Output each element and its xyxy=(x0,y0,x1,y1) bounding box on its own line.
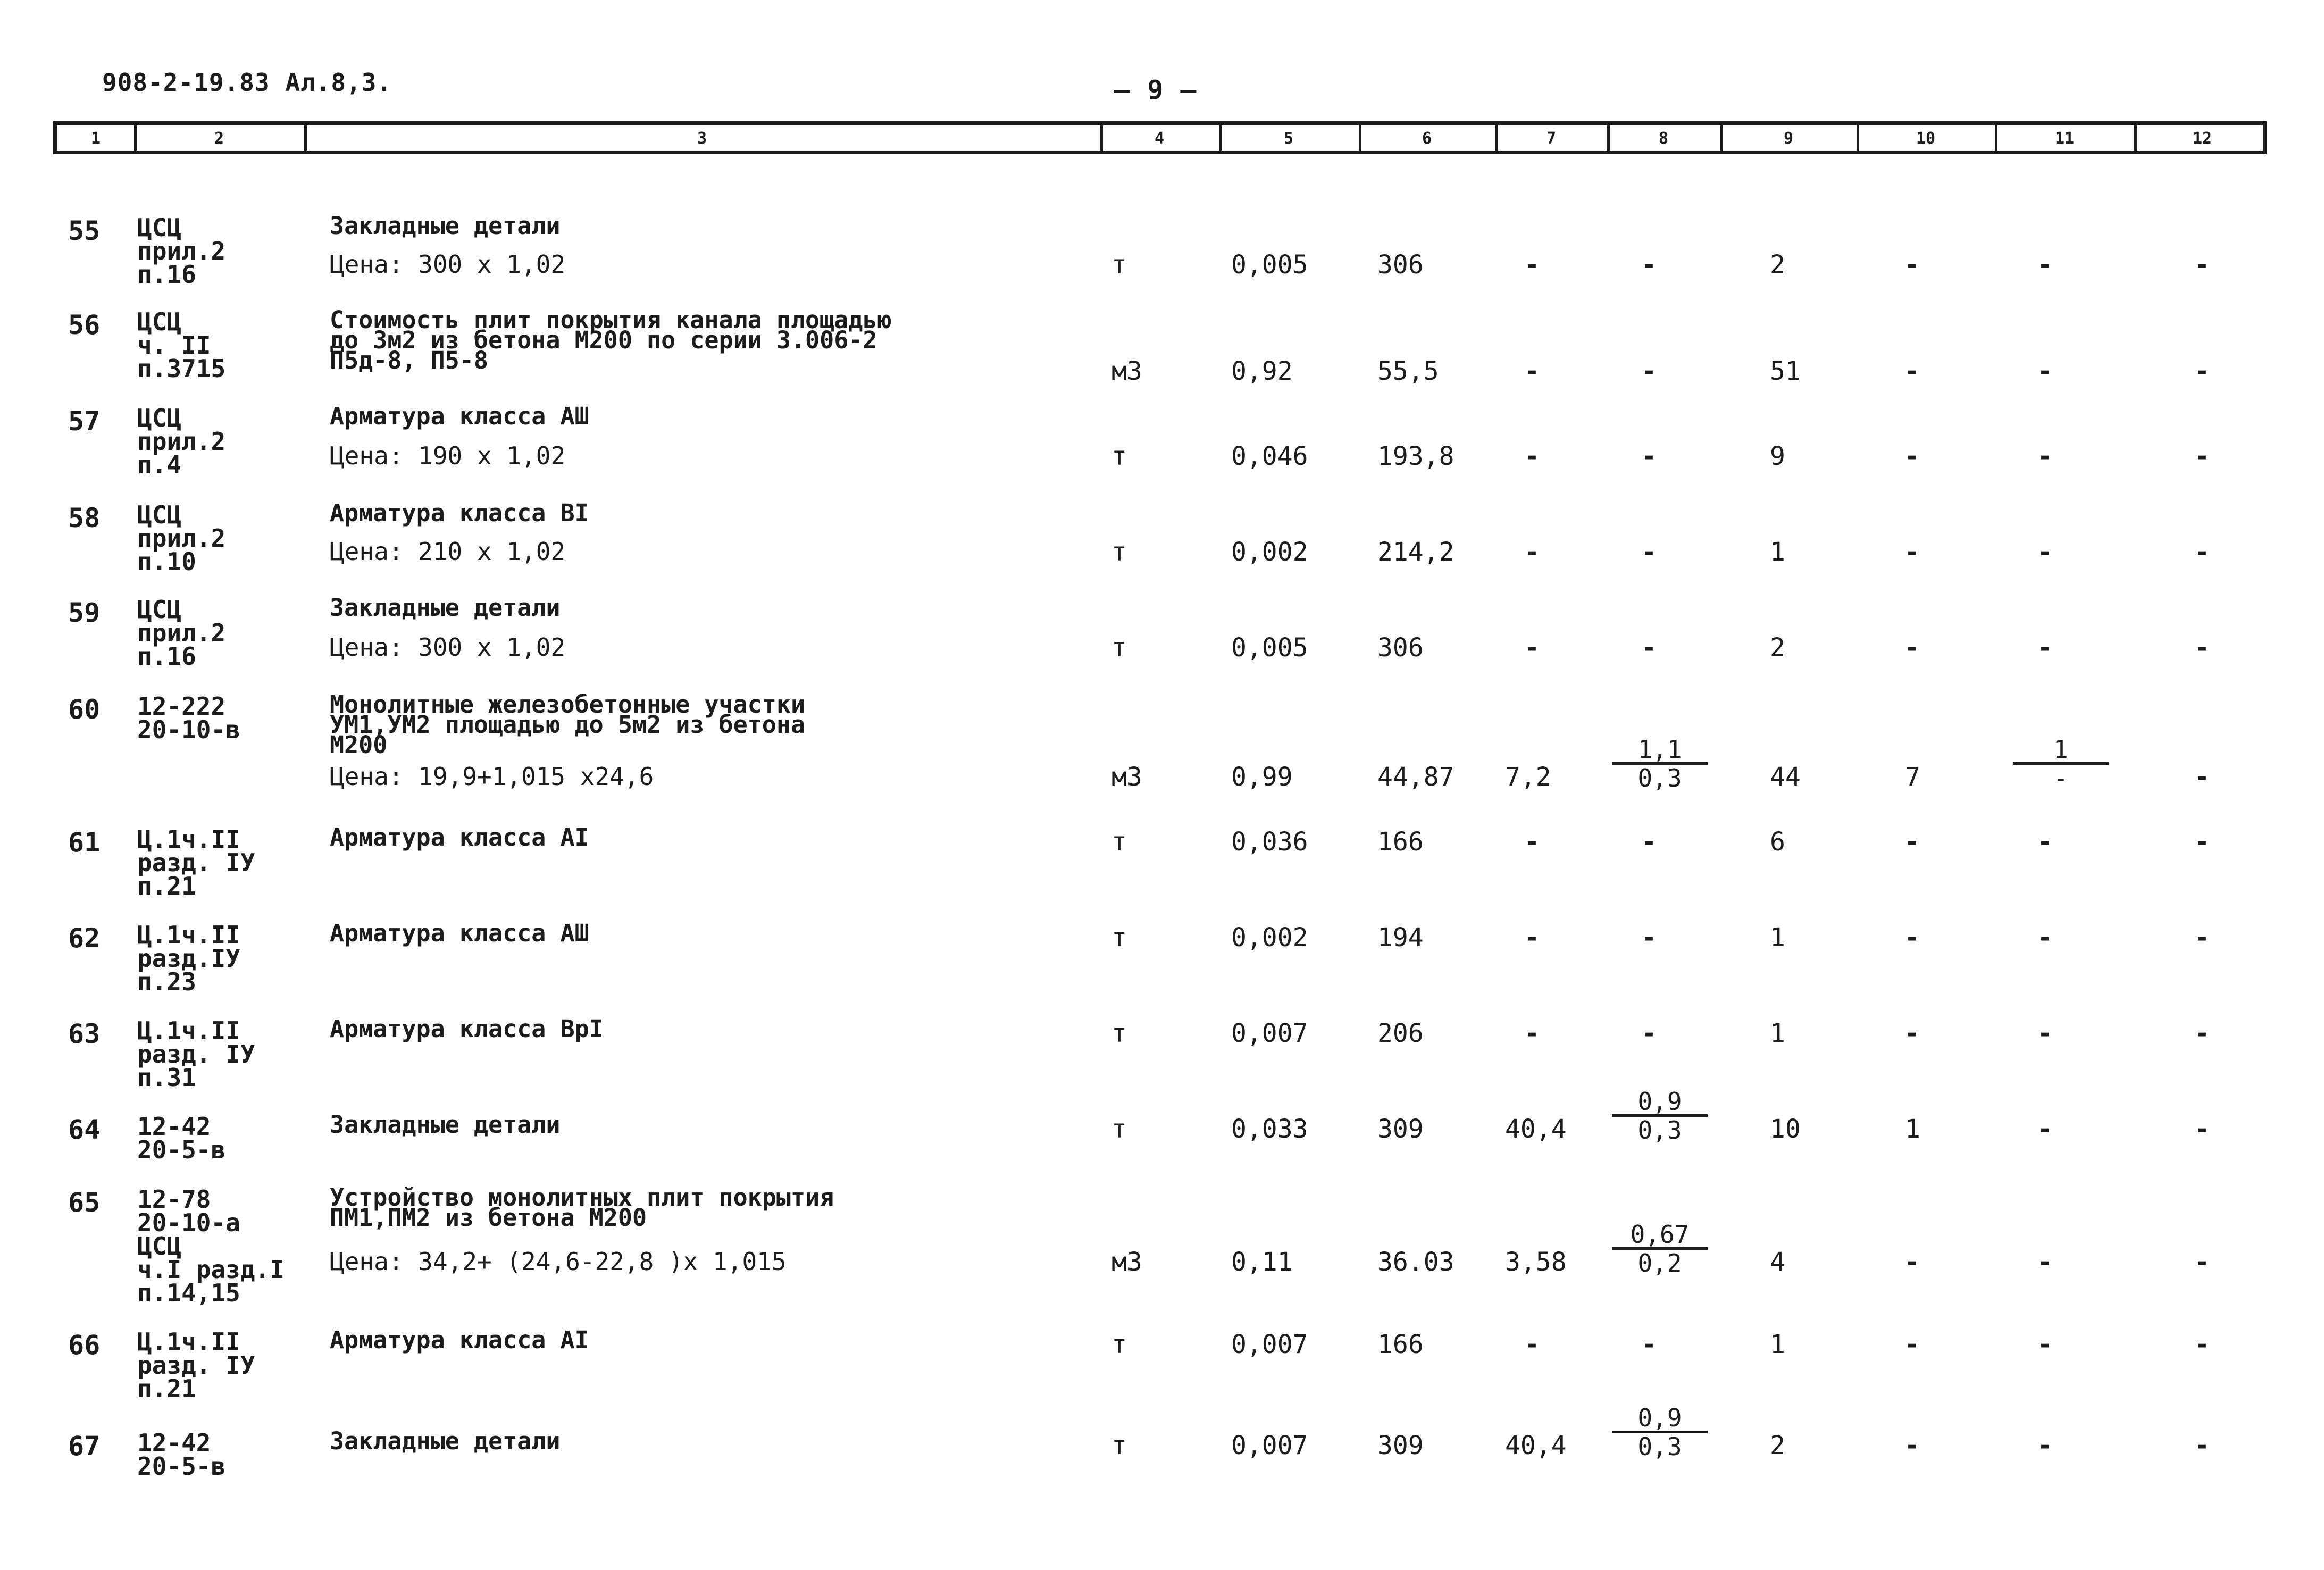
value-cell-col9: 9 xyxy=(1770,441,1785,471)
norm-reference: 12-78 xyxy=(137,1185,211,1214)
unit-cell: т xyxy=(1111,1330,1127,1359)
dash-cell: - xyxy=(1641,633,1657,663)
norm-reference: ЦСЦ xyxy=(137,1232,182,1260)
work-description: ПМ1,ПМ2 из бетона М200 xyxy=(330,1204,647,1232)
work-description: Арматура класса BpI xyxy=(330,1015,604,1043)
dash-cell: - xyxy=(2037,827,2053,857)
unit-cell: т xyxy=(1111,1018,1127,1048)
norm-reference: ч. II xyxy=(137,331,211,360)
dash-cell: - xyxy=(1904,923,1920,953)
dash-cell: - xyxy=(1524,827,1540,857)
dash-cell: - xyxy=(2037,1330,2053,1359)
norm-reference: п.16 xyxy=(137,642,196,671)
fraction-denominator: - xyxy=(2053,764,2068,792)
column-number: 1 xyxy=(90,129,101,148)
norm-reference: 12-42 xyxy=(137,1429,211,1457)
fraction-denominator: 0,3 xyxy=(1637,1432,1682,1461)
column-number: 3 xyxy=(697,129,707,148)
unit-cell: м3 xyxy=(1111,762,1142,792)
column-divider xyxy=(1995,125,1997,151)
dash-cell: - xyxy=(1904,1018,1920,1048)
fraction-value xyxy=(1612,737,1708,791)
fraction-numerator: 0,67 xyxy=(1612,1222,1708,1250)
value-cell-col5: 0,007 xyxy=(1231,1431,1308,1460)
work-description: Закладные детали xyxy=(330,212,561,240)
value-cell-col5: 0,005 xyxy=(1231,633,1308,663)
value-cell-col9: 1 xyxy=(1770,537,1785,567)
page-number: — 9 — xyxy=(1114,74,1197,105)
fraction-denominator: 0,3 xyxy=(1637,1116,1682,1145)
column-header-bar xyxy=(53,121,2267,154)
dash-cell: - xyxy=(1641,827,1657,857)
dash-cell: - xyxy=(2037,1431,2053,1460)
norm-reference: Ц.1ч.II xyxy=(137,1327,240,1356)
dash-cell: - xyxy=(1641,250,1657,280)
dash-cell: - xyxy=(1641,537,1657,567)
dash-cell: - xyxy=(1641,1330,1657,1359)
unit-cell: м3 xyxy=(1111,1247,1142,1277)
price-formula: Цена: 300 x 1,02 xyxy=(330,633,566,662)
row-number: 60 xyxy=(68,694,101,725)
dash-cell: - xyxy=(2194,633,2210,663)
work-description: Закладные детали xyxy=(330,1110,561,1139)
row-number: 58 xyxy=(68,503,101,533)
value-cell-col9: 44 xyxy=(1770,762,1801,792)
dash-cell: - xyxy=(1904,1431,1920,1460)
value-cell-col9: 1 xyxy=(1770,923,1785,953)
norm-reference: разд.IУ xyxy=(137,944,240,973)
work-description: Арматура класса BI xyxy=(330,499,589,527)
column-divider xyxy=(1495,125,1498,151)
value-cell-col9: 10 xyxy=(1770,1114,1801,1144)
dash-cell: - xyxy=(2037,441,2053,471)
dash-cell: - xyxy=(2037,633,2053,663)
price-formula: Цена: 210 x 1,02 xyxy=(330,537,566,566)
price-formula: Цена: 190 x 1,02 xyxy=(330,441,566,470)
dash-cell: - xyxy=(2194,1247,2210,1277)
dash-cell: - xyxy=(1904,633,1920,663)
dash-cell: - xyxy=(2037,1114,2053,1144)
dash-cell: - xyxy=(1904,441,1920,471)
fraction-numerator: 1,1 xyxy=(1612,737,1708,765)
dash-cell: - xyxy=(1641,1018,1657,1048)
work-description: Стоимость плит покрытия канала площадью xyxy=(330,306,892,334)
norm-reference: 20-5-в xyxy=(137,1452,226,1481)
norm-reference: Ц.1ч.II xyxy=(137,1016,240,1045)
norm-reference: п.14,15 xyxy=(137,1279,240,1307)
value-cell-col6: 214,2 xyxy=(1377,537,1454,567)
value-cell-col6: 194 xyxy=(1377,923,1424,953)
work-description: Устройство монолитных плит покрытия xyxy=(330,1183,834,1212)
fraction-value xyxy=(2013,737,2109,791)
fraction-numerator: 0,9 xyxy=(1612,1405,1708,1433)
unit-cell: т xyxy=(1111,923,1127,953)
unit-cell: т xyxy=(1111,1431,1127,1460)
value-cell-col6: 306 xyxy=(1377,250,1424,280)
unit-cell: т xyxy=(1111,1114,1127,1144)
dash-cell: - xyxy=(1641,441,1657,471)
row-number: 57 xyxy=(68,406,101,437)
value-cell-col5: 0,046 xyxy=(1231,441,1308,471)
norm-reference: 20-10-в xyxy=(137,715,240,744)
work-description: Арматура класса AI xyxy=(330,823,589,851)
value-cell-col5: 0,11 xyxy=(1231,1247,1293,1277)
column-number: 11 xyxy=(2054,129,2075,148)
norm-reference: 12-42 xyxy=(137,1112,211,1141)
value-cell-col9: 4 xyxy=(1770,1247,1785,1277)
column-number: 5 xyxy=(1283,129,1294,148)
norm-reference: п.4 xyxy=(137,450,182,479)
dash-cell: - xyxy=(2194,537,2210,567)
work-description: УМ1,УМ2 площадью до 5м2 из бетона xyxy=(330,711,806,739)
column-divider xyxy=(1607,125,1610,151)
unit-cell: м3 xyxy=(1111,356,1142,386)
row-number: 56 xyxy=(68,310,101,340)
work-description: до 3м2 из бетона М200 по серии 3.006-2 xyxy=(330,326,877,354)
dash-cell: - xyxy=(2037,250,2053,280)
column-number: 4 xyxy=(1154,129,1165,148)
value-cell-col6: 206 xyxy=(1377,1018,1424,1048)
value-cell-col6: 36.03 xyxy=(1377,1247,1454,1277)
norm-reference: ЦСЦ xyxy=(137,213,182,242)
norm-reference: 20-10-а xyxy=(137,1208,240,1237)
column-number: 6 xyxy=(1422,129,1432,148)
norm-reference: Ц.1ч.II xyxy=(137,921,240,949)
dash-cell: - xyxy=(2194,250,2210,280)
dash-cell: - xyxy=(1904,827,1920,857)
unit-cell: т xyxy=(1111,633,1127,663)
dash-cell: - xyxy=(1904,537,1920,567)
norm-reference: 12-222 xyxy=(137,692,226,721)
value-cell-col5: 0,99 xyxy=(1231,762,1293,792)
dash-cell: - xyxy=(2194,1114,2210,1144)
unit-cell: т xyxy=(1111,827,1127,857)
norm-reference: прил.2 xyxy=(137,619,226,647)
dash-cell: - xyxy=(1524,1018,1540,1048)
column-divider xyxy=(134,125,137,151)
column-divider xyxy=(1100,125,1103,151)
value-cell-col9: 2 xyxy=(1770,633,1785,663)
norm-reference: ЦСЦ xyxy=(137,404,182,432)
work-description: П5д-8, П5-8 xyxy=(330,346,489,374)
norm-reference: разд. IУ xyxy=(137,848,255,877)
dash-cell: - xyxy=(2194,827,2210,857)
value-cell-col10: 7 xyxy=(1905,762,1920,792)
document-code: 908-2-19.83 Ал.8,3. xyxy=(102,68,392,97)
dash-cell: - xyxy=(2037,537,2053,567)
work-description: Закладные детали xyxy=(330,1427,561,1455)
value-cell-col6: 309 xyxy=(1377,1114,1424,1144)
work-description: Арматура класса AI xyxy=(330,1326,589,1354)
work-description: Арматура класса АШ xyxy=(330,402,589,430)
dash-cell: - xyxy=(2194,356,2210,386)
column-divider xyxy=(1720,125,1723,151)
value-cell-col5: 0,005 xyxy=(1231,250,1308,280)
dash-cell: - xyxy=(1524,923,1540,953)
dash-cell: - xyxy=(1641,923,1657,953)
dash-cell: - xyxy=(2037,1247,2053,1277)
value-cell-col9: 1 xyxy=(1770,1330,1785,1359)
value-cell-col9: 2 xyxy=(1770,250,1785,280)
value-cell-col7: 40,4 xyxy=(1505,1114,1567,1144)
norm-reference: п.16 xyxy=(137,260,196,289)
value-cell-col5: 0,92 xyxy=(1231,356,1293,386)
dash-cell: - xyxy=(2194,1018,2210,1048)
value-cell-col7: 3,58 xyxy=(1505,1247,1567,1277)
row-number: 65 xyxy=(68,1187,101,1218)
norm-reference: ЦСЦ xyxy=(137,307,182,336)
dash-cell: - xyxy=(2194,441,2210,471)
price-formula: Цена: 19,9+1,015 x24,6 xyxy=(330,762,654,791)
dash-cell: - xyxy=(1524,250,1540,280)
column-divider xyxy=(1359,125,1361,151)
value-cell-col9: 6 xyxy=(1770,827,1785,857)
dash-cell: - xyxy=(1524,633,1540,663)
norm-reference: прил.2 xyxy=(137,524,226,553)
value-cell-col5: 0,002 xyxy=(1231,537,1308,567)
dash-cell: - xyxy=(1524,441,1540,471)
dash-cell: - xyxy=(1904,356,1920,386)
fraction-denominator: 0,3 xyxy=(1637,764,1682,792)
value-cell-col6: 306 xyxy=(1377,633,1424,663)
column-number: 9 xyxy=(1783,129,1794,148)
norm-reference: п.10 xyxy=(137,547,196,576)
value-cell-col5: 0,036 xyxy=(1231,827,1308,857)
norm-reference: разд. IУ xyxy=(137,1351,255,1380)
dash-cell: - xyxy=(1904,1330,1920,1359)
norm-reference: п.21 xyxy=(137,872,196,900)
row-number: 63 xyxy=(68,1018,101,1049)
value-cell-col6: 166 xyxy=(1377,827,1424,857)
norm-reference: ЦСЦ xyxy=(137,595,182,624)
value-cell-col5: 0,033 xyxy=(1231,1114,1308,1144)
norm-reference: прил.2 xyxy=(137,237,226,265)
dash-cell: - xyxy=(1904,250,1920,280)
value-cell-col5: 0,007 xyxy=(1231,1330,1308,1359)
row-number: 67 xyxy=(68,1431,101,1462)
fraction-denominator: 0,2 xyxy=(1637,1249,1682,1277)
value-cell-col5: 0,007 xyxy=(1231,1018,1308,1048)
norm-reference: п.31 xyxy=(137,1063,196,1092)
norm-reference: разд. IУ xyxy=(137,1040,255,1068)
fraction-value xyxy=(1612,1222,1708,1276)
unit-cell: т xyxy=(1111,537,1127,567)
dash-cell: - xyxy=(2194,1431,2210,1460)
dash-cell: - xyxy=(2194,1330,2210,1359)
column-number: 2 xyxy=(214,129,224,148)
value-cell-col6: 166 xyxy=(1377,1330,1424,1359)
work-description: Арматура класса АШ xyxy=(330,919,589,947)
value-cell-col6: 55,5 xyxy=(1377,356,1439,386)
row-number: 55 xyxy=(68,215,101,246)
fraction-numerator: 1 xyxy=(2013,737,2109,765)
work-description: М200 xyxy=(330,731,388,759)
fraction-value xyxy=(1612,1089,1708,1143)
fraction-numerator: 0,9 xyxy=(1612,1089,1708,1117)
column-divider xyxy=(1219,125,1222,151)
column-number: 8 xyxy=(1658,129,1669,148)
value-cell-col9: 51 xyxy=(1770,356,1801,386)
value-cell-col7: 40,4 xyxy=(1505,1431,1567,1460)
value-cell-col6: 44,87 xyxy=(1377,762,1454,792)
column-divider xyxy=(1857,125,1859,151)
column-number: 10 xyxy=(1916,129,1936,148)
norm-reference: Ц.1ч.II xyxy=(137,825,240,854)
row-number: 59 xyxy=(68,597,101,628)
dash-cell: - xyxy=(2194,762,2210,792)
dash-cell: - xyxy=(1524,1330,1540,1359)
row-number: 66 xyxy=(68,1330,101,1360)
norm-reference: ЦСЦ xyxy=(137,500,182,529)
value-cell-col9: 2 xyxy=(1770,1431,1785,1460)
dash-cell: - xyxy=(2037,1018,2053,1048)
dash-cell: - xyxy=(2037,356,2053,386)
value-cell-col6: 193,8 xyxy=(1377,441,1454,471)
column-number: 7 xyxy=(1546,129,1557,148)
dash-cell: - xyxy=(2194,923,2210,953)
norm-reference: ч.I разд.I xyxy=(137,1255,285,1284)
norm-reference: п.23 xyxy=(137,967,196,996)
row-number: 62 xyxy=(68,923,101,954)
dash-cell: - xyxy=(1641,356,1657,386)
work-description: Закладные детали xyxy=(330,594,561,622)
row-number: 64 xyxy=(68,1114,101,1145)
value-cell-col7: 7,2 xyxy=(1505,762,1551,792)
norm-reference: п.21 xyxy=(137,1374,196,1403)
column-divider xyxy=(304,125,307,151)
value-cell-col6: 309 xyxy=(1377,1431,1424,1460)
unit-cell: т xyxy=(1111,441,1127,471)
value-cell-col10: 1 xyxy=(1905,1114,1920,1144)
row-number: 61 xyxy=(68,827,101,858)
norm-reference: п.3715 xyxy=(137,354,226,383)
price-formula: Цена: 300 x 1,02 xyxy=(330,250,566,279)
dash-cell: - xyxy=(2037,923,2053,953)
norm-reference: прил.2 xyxy=(137,427,226,456)
fraction-value xyxy=(1612,1405,1708,1460)
unit-cell: т xyxy=(1111,250,1127,280)
value-cell-col9: 1 xyxy=(1770,1018,1785,1048)
dash-cell: - xyxy=(1524,356,1540,386)
norm-reference: 20-5-в xyxy=(137,1135,226,1164)
dash-cell: - xyxy=(1904,1247,1920,1277)
work-description: Монолитные железобетонные участки xyxy=(330,690,806,719)
price-formula: Цена: 34,2+ (24,6-22,8 )x 1,015 xyxy=(330,1247,787,1276)
column-divider xyxy=(2134,125,2137,151)
value-cell-col5: 0,002 xyxy=(1231,923,1308,953)
column-number: 12 xyxy=(2192,129,2212,148)
dash-cell: - xyxy=(1524,537,1540,567)
